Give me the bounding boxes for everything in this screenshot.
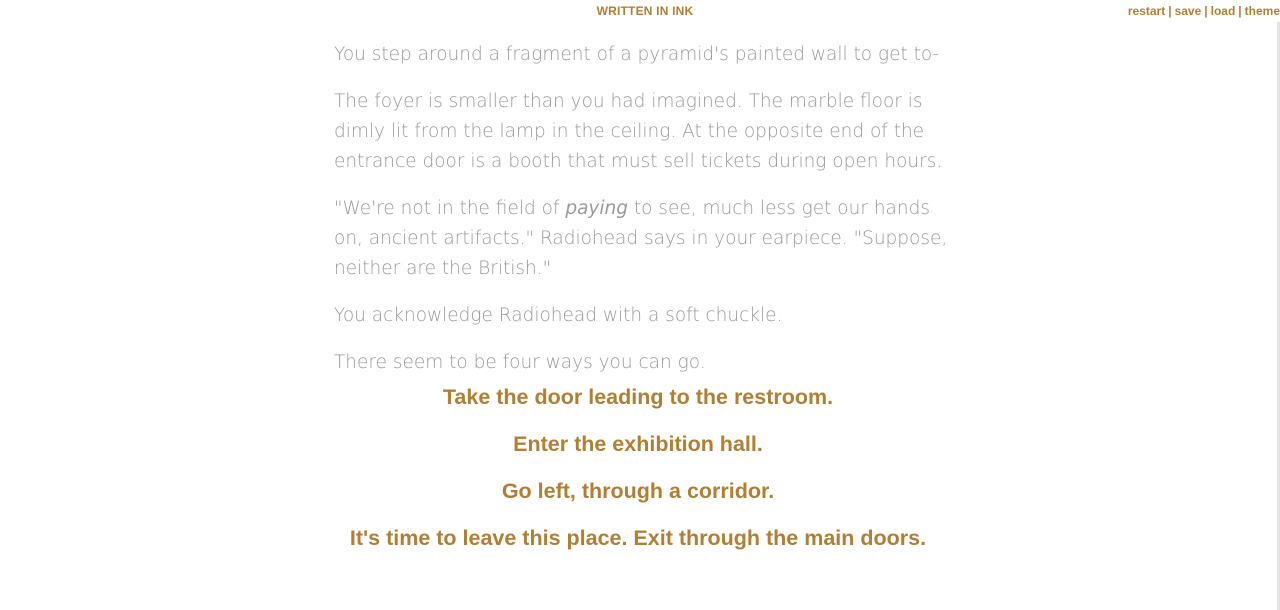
story-paragraph — [334, 194, 954, 284]
story-text-span: "We're not in the field of — [334, 198, 566, 219]
game-title: WRITTEN IN INK — [596, 4, 694, 18]
menu-separator: | — [1168, 4, 1172, 18]
story-text — [334, 40, 954, 395]
top-menu — [1128, 4, 1280, 18]
choice-exhibition-hall[interactable]: Enter the exhibition hall. — [513, 432, 763, 456]
choice-list — [330, 382, 946, 570]
theme-link[interactable]: theme — [1244, 4, 1280, 18]
save-link[interactable]: save — [1174, 4, 1202, 18]
load-link[interactable]: load — [1210, 4, 1236, 18]
story-paragraph: The foyer is smaller than you had imagined. The marble floor is dimly lit from the lamp in the ceiling. At the opposite end of the entrance door is a booth that must sell tickets during open hours. — [334, 91, 943, 172]
story-emphasis: paying — [565, 198, 628, 219]
choice-restroom[interactable]: Take the door leading to the restroom. — [442, 385, 834, 409]
story-paragraph: You acknowledge Radiohead with a soft chuckle. — [334, 305, 783, 326]
story-paragraph: You step around a fragment of a pyramid's painted wall to get to- — [334, 44, 940, 65]
choice-exit[interactable]: It's time to leave this place. Exit through the main doors. — [349, 526, 927, 550]
menu-separator: | — [1204, 4, 1208, 18]
story-paragraph: There seem to be four ways you can go. — [334, 352, 706, 373]
restart-link[interactable]: restart — [1127, 4, 1166, 18]
story-text-span: to see, much less get our hands on, ancient artifacts." Radiohead says in your earpiece. "Suppose, neither are the British." — [334, 198, 948, 279]
choice-corridor[interactable]: Go left, through a corridor. — [501, 479, 775, 503]
menu-separator: | — [1238, 4, 1242, 18]
